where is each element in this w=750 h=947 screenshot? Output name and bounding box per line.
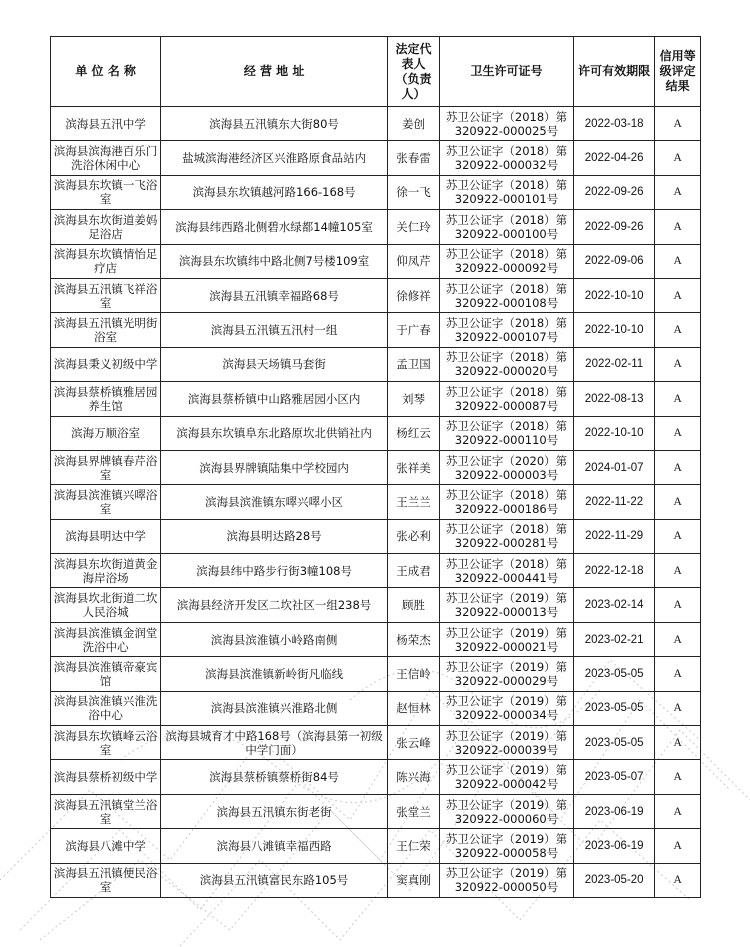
cell-validity-date: 2022-10-10	[574, 278, 655, 312]
cell-license-number: 苏卫公证字（2018）第320922-000281号	[439, 519, 573, 553]
table-row	[51, 622, 701, 656]
cell-license-number: 苏卫公证字（2019）第320922-000058号	[439, 829, 573, 863]
table-row	[51, 210, 701, 244]
cell-license-number: 苏卫公证字（2018）第320922-000110号	[439, 416, 573, 450]
cell-address: 滨海县滨淮镇东噿兴噿小区	[161, 485, 388, 519]
cell-unit-name: 滨海县滨海港百乐门洗浴休闲中心	[51, 141, 161, 175]
table-row	[51, 416, 701, 450]
cell-representative: 陈兴海	[387, 760, 439, 794]
cell-unit-name: 滨海县东坎镇情怡足疗店	[51, 244, 161, 278]
cell-validity-date: 2022-11-22	[574, 485, 655, 519]
table-row	[51, 107, 701, 141]
cell-license-number: 苏卫公证字（2018）第320922-000025号	[439, 107, 573, 141]
cell-representative: 杨红云	[387, 416, 439, 450]
cell-address: 滨海县东坎镇纬中路北侧7号楼109室	[161, 244, 388, 278]
cell-license-number: 苏卫公证字（2020）第320922-000003号	[439, 450, 573, 484]
table-row	[51, 347, 701, 381]
cell-address: 滨海县五汛镇富民东路105号	[161, 863, 388, 897]
cell-address: 滨海县滨淮镇小岭路南侧	[161, 622, 388, 656]
cell-credit-grade: A	[655, 382, 701, 416]
cell-address: 滨海县天场镇马套街	[161, 347, 388, 381]
cell-validity-date: 2023-05-05	[574, 726, 655, 760]
cell-credit-grade: A	[655, 313, 701, 347]
table-row	[51, 726, 701, 760]
cell-address: 滨海县纬中路步行街3幢108号	[161, 554, 388, 588]
cell-credit-grade: A	[655, 450, 701, 484]
cell-unit-name: 滨海县滨淮镇兴噿浴室	[51, 485, 161, 519]
cell-validity-date: 2022-09-26	[574, 175, 655, 209]
cell-credit-grade: A	[655, 863, 701, 897]
cell-unit-name: 滨海县滨淮镇金润堂洗浴中心	[51, 622, 161, 656]
table-row	[51, 829, 701, 863]
cell-representative: 王仁荣	[387, 829, 439, 863]
cell-credit-grade: A	[655, 141, 701, 175]
cell-credit-grade: A	[655, 519, 701, 553]
cell-unit-name: 滨海县界牌镇春芹浴室	[51, 450, 161, 484]
cell-license-number: 苏卫公证字（2018）第320922-000020号	[439, 347, 573, 381]
table-row	[51, 554, 701, 588]
table-row	[51, 313, 701, 347]
cell-license-number: 苏卫公证字（2018）第320922-000441号	[439, 554, 573, 588]
cell-representative: 刘琴	[387, 382, 439, 416]
cell-validity-date: 2022-10-10	[574, 416, 655, 450]
cell-representative: 顾胜	[387, 588, 439, 622]
table-row	[51, 450, 701, 484]
table-row	[51, 863, 701, 897]
cell-validity-date: 2023-06-19	[574, 794, 655, 828]
table-header-row	[51, 37, 701, 107]
cell-unit-name: 滨海县秉义初级中学	[51, 347, 161, 381]
cell-representative: 关仁玲	[387, 210, 439, 244]
cell-address: 滨海县东坎镇阜东北路原坎北供销社内	[161, 416, 388, 450]
cell-unit-name: 滨海县东坎镇峰云浴室	[51, 726, 161, 760]
cell-validity-date: 2022-04-26	[574, 141, 655, 175]
cell-address: 滨海县城育才中路168号（滨海县第一初级中学门面）	[161, 726, 388, 760]
cell-address: 滨海县经济开发区二坎社区一组238号	[161, 588, 388, 622]
cell-unit-name: 滨海县蔡桥镇雅居园养生馆	[51, 382, 161, 416]
cell-license-number: 苏卫公证字（2019）第320922-000060号	[439, 794, 573, 828]
cell-representative: 仰凤芹	[387, 244, 439, 278]
cell-validity-date: 2022-08-13	[574, 382, 655, 416]
cell-representative: 杨荣杰	[387, 622, 439, 656]
cell-license-number: 苏卫公证字（2018）第320922-000108号	[439, 278, 573, 312]
cell-license-number: 苏卫公证字（2018）第320922-000186号	[439, 485, 573, 519]
header-validity-period: 许可有效期限	[574, 37, 655, 107]
cell-unit-name: 滨海县五汛镇便民浴室	[51, 863, 161, 897]
cell-address: 滨海县界牌镇陆集中学校园内	[161, 450, 388, 484]
cell-credit-grade: A	[655, 726, 701, 760]
table-row	[51, 657, 701, 691]
table-row	[51, 588, 701, 622]
cell-credit-grade: A	[655, 278, 701, 312]
cell-address: 滨海县纬西路北侧碧水绿都14幢105室	[161, 210, 388, 244]
cell-validity-date: 2023-05-05	[574, 691, 655, 725]
cell-unit-name: 滨海县滨淮镇帝豪宾馆	[51, 657, 161, 691]
cell-license-number: 苏卫公证字（2018）第320922-000101号	[439, 175, 573, 209]
cell-representative: 张祥美	[387, 450, 439, 484]
cell-representative: 于广春	[387, 313, 439, 347]
cell-unit-name: 滨海县五汛中学	[51, 107, 161, 141]
table-row	[51, 175, 701, 209]
cell-credit-grade: A	[655, 107, 701, 141]
cell-credit-grade: A	[655, 210, 701, 244]
cell-credit-grade: A	[655, 691, 701, 725]
cell-unit-name: 滨海县五汛镇飞祥浴室	[51, 278, 161, 312]
cell-representative: 王信岭	[387, 657, 439, 691]
cell-unit-name: 滨海县坎北街道二坎人民浴城	[51, 588, 161, 622]
cell-license-number: 苏卫公证字（2018）第320922-000087号	[439, 382, 573, 416]
cell-representative: 孟卫国	[387, 347, 439, 381]
cell-representative: 姜创	[387, 107, 439, 141]
cell-unit-name: 滨海县明达中学	[51, 519, 161, 553]
cell-representative: 张云峰	[387, 726, 439, 760]
cell-unit-name: 滨海县蔡桥初级中学	[51, 760, 161, 794]
cell-validity-date: 2023-02-14	[574, 588, 655, 622]
cell-address: 滨海县五汛镇幸福路68号	[161, 278, 388, 312]
cell-license-number: 苏卫公证字（2018）第320922-000032号	[439, 141, 573, 175]
cell-validity-date: 2023-02-21	[574, 622, 655, 656]
table-row	[51, 278, 701, 312]
cell-credit-grade: A	[655, 175, 701, 209]
cell-unit-name: 滨海县东坎街道姜妈足浴店	[51, 210, 161, 244]
cell-license-number: 苏卫公证字（2018）第320922-000100号	[439, 210, 573, 244]
cell-license-number: 苏卫公证字（2019）第320922-000013号	[439, 588, 573, 622]
cell-unit-name: 滨海万顺浴室	[51, 416, 161, 450]
cell-unit-name: 滨海县东坎街道黄金海岸浴场	[51, 554, 161, 588]
cell-validity-date: 2022-11-29	[574, 519, 655, 553]
cell-address: 滨海县蔡桥镇中山路雅居园小区内	[161, 382, 388, 416]
cell-representative: 张堂兰	[387, 794, 439, 828]
table-row	[51, 244, 701, 278]
cell-validity-date: 2023-05-07	[574, 760, 655, 794]
cell-validity-date: 2022-02-11	[574, 347, 655, 381]
cell-unit-name: 滨海县东坎镇一飞浴室	[51, 175, 161, 209]
cell-validity-date: 2022-12-18	[574, 554, 655, 588]
cell-unit-name: 滨海县五汛镇堂兰浴室	[51, 794, 161, 828]
cell-credit-grade: A	[655, 588, 701, 622]
cell-license-number: 苏卫公证字（2019）第320922-000039号	[439, 726, 573, 760]
cell-validity-date: 2023-06-19	[574, 829, 655, 863]
cell-credit-grade: A	[655, 657, 701, 691]
table-row	[51, 760, 701, 794]
cell-credit-grade: A	[655, 485, 701, 519]
cell-address: 滨海县蔡桥镇蔡桥街84号	[161, 760, 388, 794]
cell-address: 滨海县明达路28号	[161, 519, 388, 553]
header-license-number: 卫生许可证号	[439, 37, 573, 107]
cell-representative: 赵恒林	[387, 691, 439, 725]
cell-license-number: 苏卫公证字（2019）第320922-000042号	[439, 760, 573, 794]
cell-representative: 窦真刚	[387, 863, 439, 897]
cell-credit-grade: A	[655, 794, 701, 828]
cell-validity-date: 2024-01-07	[574, 450, 655, 484]
header-unit-name: 单 位 名 称	[51, 37, 161, 107]
header-representative: 法定代表人（负责人）	[387, 37, 439, 107]
cell-address: 盐城滨海港经济区兴淮路原食品站内	[161, 141, 388, 175]
cell-address: 滨海县五汛镇东大街80号	[161, 107, 388, 141]
cell-license-number: 苏卫公证字（2018）第320922-000107号	[439, 313, 573, 347]
cell-unit-name: 滨海县八滩中学	[51, 829, 161, 863]
hygiene-license-table	[50, 36, 701, 898]
cell-address: 滨海县五汛镇五汛村一组	[161, 313, 388, 347]
table-row	[51, 382, 701, 416]
cell-representative: 徐修祥	[387, 278, 439, 312]
header-credit-grade: 信用等级评定结果	[655, 37, 701, 107]
header-address: 经 营 地 址	[161, 37, 388, 107]
cell-credit-grade: A	[655, 622, 701, 656]
cell-validity-date: 2022-10-10	[574, 313, 655, 347]
cell-validity-date: 2022-03-18	[574, 107, 655, 141]
cell-license-number: 苏卫公证字（2019）第320922-000050号	[439, 863, 573, 897]
cell-credit-grade: A	[655, 416, 701, 450]
cell-unit-name: 滨海县滨淮镇兴淮洗浴中心	[51, 691, 161, 725]
cell-address: 滨海县滨淮镇新岭街凡临线	[161, 657, 388, 691]
cell-license-number: 苏卫公证字（2018）第320922-000092号	[439, 244, 573, 278]
cell-address: 滨海县五汛镇东街老街	[161, 794, 388, 828]
cell-representative: 王兰兰	[387, 485, 439, 519]
cell-license-number: 苏卫公证字（2019）第320922-000034号	[439, 691, 573, 725]
cell-license-number: 苏卫公证字（2019）第320922-000029号	[439, 657, 573, 691]
cell-credit-grade: A	[655, 760, 701, 794]
cell-license-number: 苏卫公证字（2019）第320922-000021号	[439, 622, 573, 656]
cell-address: 滨海县滨淮镇兴淮路北侧	[161, 691, 388, 725]
cell-credit-grade: A	[655, 347, 701, 381]
cell-unit-name: 滨海县五汛镇光明街浴室	[51, 313, 161, 347]
cell-validity-date: 2022-09-26	[574, 210, 655, 244]
cell-validity-date: 2023-05-05	[574, 657, 655, 691]
cell-representative: 王成君	[387, 554, 439, 588]
cell-address: 滨海县东坎镇越河路166-168号	[161, 175, 388, 209]
table-row	[51, 141, 701, 175]
cell-validity-date: 2023-05-20	[574, 863, 655, 897]
cell-validity-date: 2022-09-06	[574, 244, 655, 278]
table-row	[51, 691, 701, 725]
table-row	[51, 485, 701, 519]
cell-credit-grade: A	[655, 554, 701, 588]
cell-representative: 徐一飞	[387, 175, 439, 209]
cell-address: 滨海县八滩镇幸福西路	[161, 829, 388, 863]
cell-credit-grade: A	[655, 244, 701, 278]
cell-representative: 张必利	[387, 519, 439, 553]
cell-representative: 张春雷	[387, 141, 439, 175]
table-row	[51, 519, 701, 553]
table-row	[51, 794, 701, 828]
cell-credit-grade: A	[655, 829, 701, 863]
